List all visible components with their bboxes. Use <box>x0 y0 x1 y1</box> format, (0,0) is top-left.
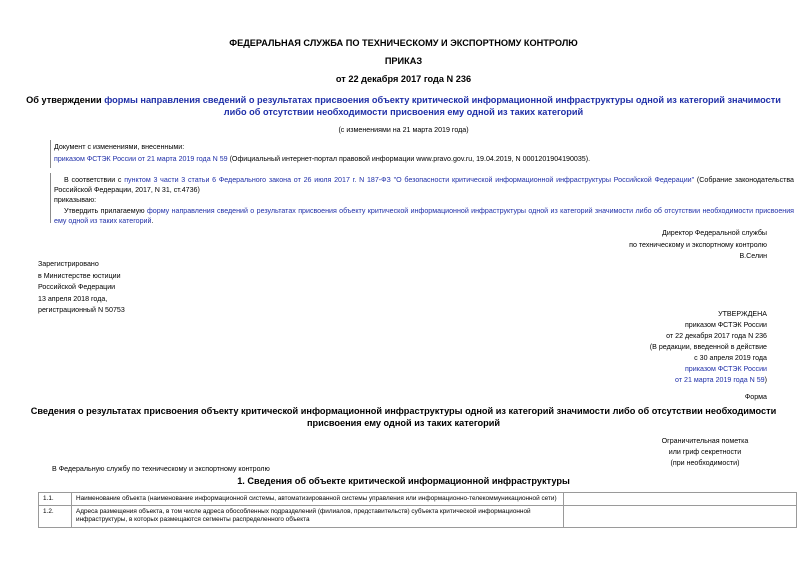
approved-line4: с 30 апреля 2019 года <box>694 354 767 362</box>
table-row <box>39 506 797 527</box>
approved-line2: от 22 декабря 2017 года N 236 <box>666 332 767 340</box>
row-label: Наименование объекта (наименование информационной системы, автоматизированной системы управления или информационно-телекоммуникационной сети) <box>72 493 564 506</box>
table-row <box>39 493 797 506</box>
changes-bar <box>50 140 51 168</box>
agency-name: ФЕДЕРАЛЬНАЯ СЛУЖБА ПО ТЕХНИЧЕСКОМУ И ЭКСПОРТНОМУ КОНТРОЛЮ <box>229 38 578 48</box>
form-title-line2: присвоения ему одной из таких категорий <box>306 418 501 428</box>
secrecy-line2: или гриф секретности <box>668 448 742 456</box>
changes-note: (с изменениями на 21 марта 2019 года) <box>338 126 469 134</box>
changes-header: Документ с изменениями, внесенными: <box>54 143 185 151</box>
registration-block <box>38 259 125 317</box>
section-1-heading: 1. Сведения об объекте критической информационной инфраструктуры <box>237 476 570 486</box>
row-value-cell[interactable] <box>564 506 797 527</box>
registration-line: Зарегистрировано <box>38 260 99 268</box>
preamble-bar <box>50 173 51 223</box>
form-title-line1: Сведения о результатах присвоения объекту критической информационной инфраструктуры одной из категорий значимости либо об отсутствии необходимости <box>30 406 777 416</box>
order-word: приказываю: <box>54 196 97 204</box>
row-value-cell[interactable] <box>564 493 797 506</box>
approve-prefix: Утвердить прилагаемую <box>64 207 147 215</box>
object-info-table <box>38 492 797 528</box>
form-label: Форма <box>744 393 767 401</box>
registration-line: 13 апреля 2018 года, <box>38 294 108 303</box>
secrecy-block <box>640 436 770 469</box>
row-label: Адреса размещения объекта, в том числе адреса обособленных подразделений (филиалов, представительств) субъекта критической информационной инфраструктуры, в которых размещаются сегменты распределенного объекта <box>72 506 564 527</box>
preamble-text <box>54 175 794 195</box>
registration-line: регистрационный N 50753 <box>38 306 125 314</box>
doc-type: ПРИКАЗ <box>384 56 423 66</box>
signature-line1: Директор Федеральной службы <box>662 229 767 237</box>
secrecy-line1: Ограничительная пометка <box>661 437 749 445</box>
secrecy-line3: (при необходимости) <box>670 459 740 467</box>
doc-title-link[interactable]: формы направления сведений о результатах присвоения объекту критической информационной инфраструктуры одной из категорий значимости <box>104 95 781 105</box>
approved-title: УТВЕРЖДЕНА <box>718 310 767 318</box>
signature-name: В.Селин <box>739 252 767 260</box>
preamble-prefix: В соответствии с <box>64 176 125 184</box>
registration-line: Российской Федерации <box>38 283 116 291</box>
doc-title-line2[interactable]: либо об отсутствии необходимости присвоения ему одной из таких категорий <box>223 107 584 117</box>
addressee: В Федеральную службу по техническому и экспортному контролю <box>52 465 270 473</box>
approved-close: ) <box>764 376 767 384</box>
registration-line: в Министерстве юстиции <box>38 271 121 280</box>
changes-link[interactable]: приказом ФСТЭК России от 21 марта 2019 года N 59 <box>54 155 228 163</box>
signature-block <box>460 228 767 263</box>
approved-block <box>460 309 767 386</box>
approved-line3: (В редакции, введенной в действие <box>649 343 767 351</box>
approve-text <box>54 206 794 226</box>
approved-link2[interactable]: от 21 марта 2019 года N 59 <box>675 376 765 384</box>
doc-title-line1 <box>0 95 807 105</box>
changes-line <box>54 155 799 163</box>
approved-line1: приказом ФСТЭК России <box>684 321 767 329</box>
approve-end: . <box>151 217 154 225</box>
doc-title-prefix: Об утверждении <box>26 95 105 105</box>
approved-link1[interactable]: приказом ФСТЭК России <box>684 365 767 373</box>
preamble-suffix: (Собрание законодательства Российской Федерации, 2017, N 31, ст.4736) <box>54 176 794 194</box>
doc-date-number: от 22 декабря 2017 года N 236 <box>335 74 472 84</box>
signature-line2: по техническому и экспортному контролю <box>629 240 767 249</box>
row-number: 1.1. <box>39 493 72 506</box>
law-link[interactable]: пунктом 3 части 3 статьи 6 Федерального закона от 26 июля 2017 г. N 187-ФЗ "О безопасности критической информационной инфраструктуры Российской Федерации" <box>124 176 695 184</box>
approve-link[interactable]: форму направления сведений о результатах присвоения объекту критической информационной инфраструктуры одной из категорий значимости либо об отсутствии необходимости присвоения ему одной из таких категорий <box>54 207 795 225</box>
row-number: 1.2. <box>39 506 72 527</box>
changes-rest: (Официальный интернет-портал правовой информации www.pravo.gov.ru, 19.04.2019, N 0001201904190035). <box>227 155 591 163</box>
